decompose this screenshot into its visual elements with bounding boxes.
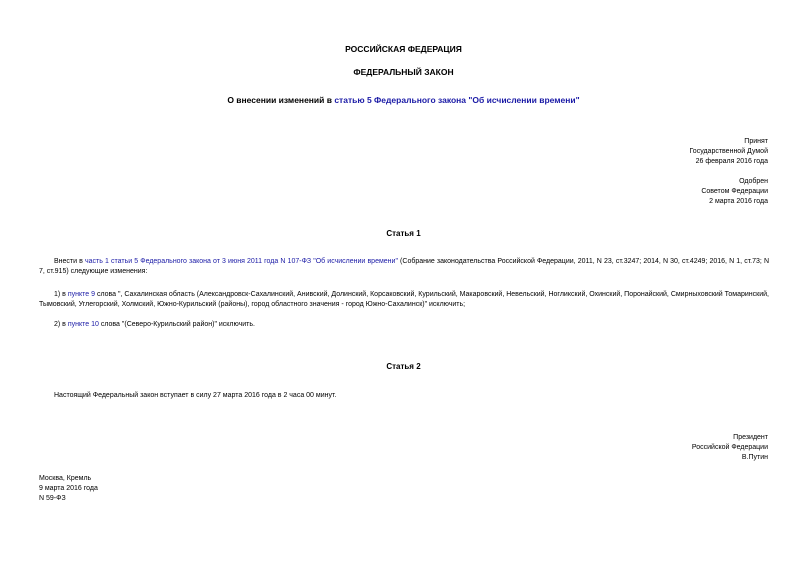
adopted-label: Принят xyxy=(744,138,768,145)
article1-intro-prefix: Внести в xyxy=(54,258,85,265)
place-city: Москва, Кремль xyxy=(39,475,92,482)
item1-link[interactable]: пункте 9 xyxy=(67,291,96,298)
approved-block xyxy=(701,177,768,207)
adopted-by: Государственной Думой xyxy=(689,148,768,155)
article2-text: Настоящий Федеральный закон вступает в силу 27 марта 2016 года в 2 часа 00 минут. xyxy=(54,392,337,399)
approved-by: Советом Федерации xyxy=(701,188,768,195)
article2-heading: Статья 2 xyxy=(386,362,421,371)
article1-intro-rest: (Собрание законодательства Российской Федерации, 2011, N 23, ст.3247; 2014, N 30, ст.4249; 2016, N 1, ст.73; N 7, ст.915) следующие изменения: xyxy=(39,258,770,275)
adopted-block xyxy=(689,137,768,167)
article1-heading: Статья 1 xyxy=(386,229,421,238)
place-date: 9 марта 2016 года xyxy=(39,485,98,492)
law-title-link[interactable]: статью 5 Федерального закона "Об исчислении времени" xyxy=(334,95,580,105)
article1-item1 xyxy=(39,290,769,310)
signature-title: Президент xyxy=(733,434,768,441)
signature-block xyxy=(692,433,768,463)
law-title-prefix: О внесении изменений в xyxy=(227,95,335,105)
signature-name: В.Путин xyxy=(741,454,768,461)
place-block xyxy=(39,474,98,504)
item1-text: слова ", Сахалинская область (Александровск-Сахалинский, Анивский, Долинский, Корсаковский, Курильский, Макаровский, Невельский, Ногликский, Охинский, Поронайский, Смирныховский Томаринский, Тымовский, Углегорский, Холмский, Южно-Курильский (районы), город областного значения - город Южно-Сахалинск)" исключить; xyxy=(39,291,769,308)
country-heading: РОССИЙСКАЯ ФЕДЕРАЦИЯ xyxy=(345,44,462,54)
approved-label: Одобрен xyxy=(739,178,768,185)
doc-type-heading: ФЕДЕРАЛЬНЫЙ ЗАКОН xyxy=(353,67,454,77)
item1-prefix: 1) в xyxy=(54,291,68,298)
approved-date: 2 марта 2016 года xyxy=(709,198,768,205)
article1-law-link[interactable]: часть 1 статьи 5 Федерального закона от 3 июня 2011 года N 107-ФЗ "Об исчислении времени" xyxy=(85,258,398,265)
law-number: N 59-ФЗ xyxy=(39,495,66,502)
item2-prefix: 2) в xyxy=(54,321,68,328)
item2-text: слова "(Северо-Курильский район)" исключить. xyxy=(98,321,255,328)
article1-intro xyxy=(39,257,769,277)
law-title xyxy=(0,95,807,105)
signature-title-2: Российской Федерации xyxy=(691,444,768,451)
item2-link[interactable]: пункте 10 xyxy=(67,321,99,328)
adopted-date: 26 февраля 2016 года xyxy=(695,158,768,165)
article1-item2 xyxy=(39,320,769,330)
